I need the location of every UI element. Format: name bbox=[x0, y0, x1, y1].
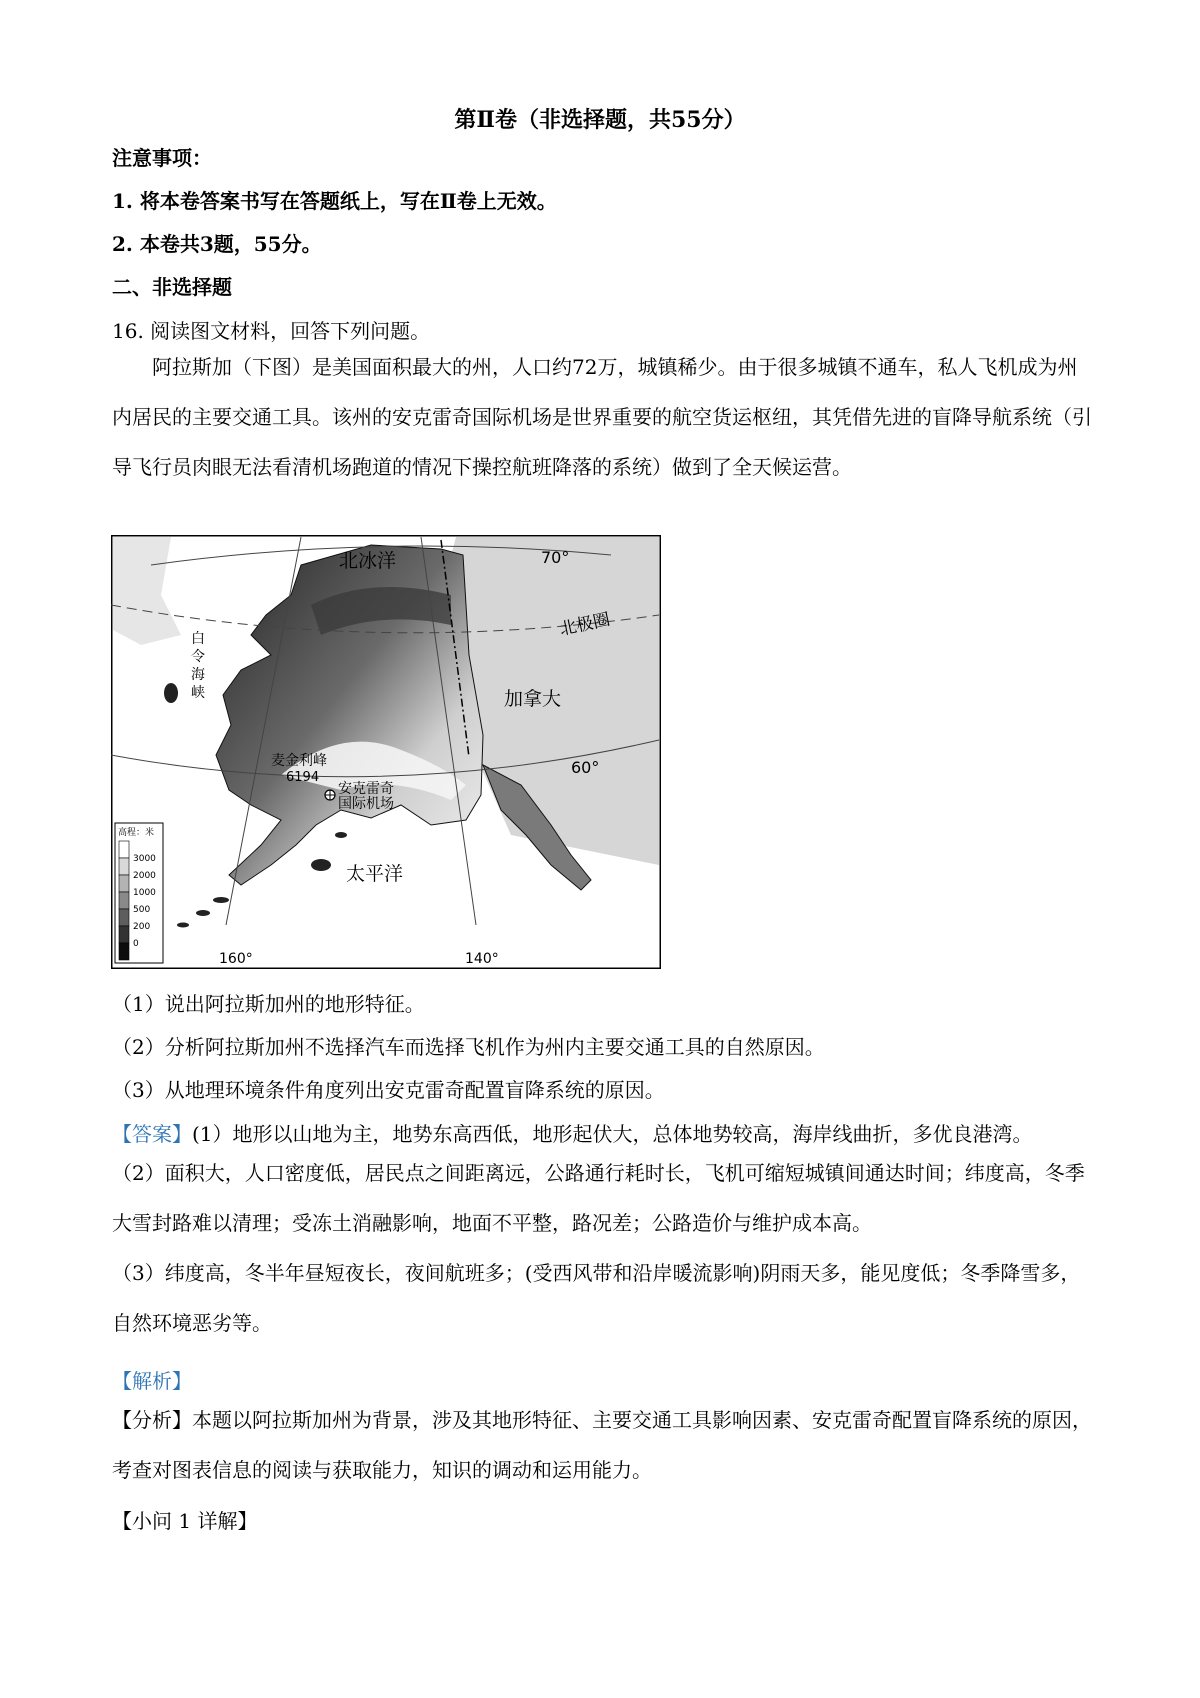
lon160-label: 160° bbox=[219, 951, 253, 967]
mckinley-label: 麦金利峰 bbox=[271, 753, 327, 769]
legend-swatch bbox=[119, 841, 129, 858]
answer-tag: 【答案】 bbox=[112, 1122, 192, 1146]
airport-label-2: 国际机场 bbox=[338, 796, 394, 812]
elevation-legend bbox=[115, 823, 163, 963]
lat60-label: 60° bbox=[571, 758, 600, 777]
legend-swatch bbox=[119, 926, 129, 943]
legend-swatch bbox=[119, 943, 129, 960]
mckinley-height: 6194 bbox=[286, 770, 320, 785]
lat70-label: 70° bbox=[541, 548, 570, 567]
legend-level-label: 500 bbox=[133, 905, 151, 915]
question-stem: 16. 阅读图文材料，回答下列问题。 bbox=[112, 319, 431, 343]
arctic-ocean-label: 北冰洋 bbox=[339, 550, 397, 572]
notice-item-1: 1. 将本卷答案书写在答题纸上，写在Ⅱ卷上无效。 bbox=[112, 189, 557, 213]
legend-level-label: 1000 bbox=[133, 888, 156, 898]
answer-3: （3）纬度高，冬半年昼短夜长，夜间航班多；(受西风带和沿岸暖流影响)阴雨天多，能见度低；冬季降雪多，自然环境恶劣等。 bbox=[112, 1261, 1081, 1335]
svg-text:白: 白 bbox=[191, 631, 205, 647]
notice-item-2: 2. 本卷共3题，55分。 bbox=[112, 232, 322, 256]
pacific-label: 太平洋 bbox=[346, 863, 404, 885]
canada-label: 加拿大 bbox=[504, 688, 562, 710]
legend-swatch bbox=[119, 858, 129, 875]
analysis-tag: 【解析】 bbox=[112, 1369, 192, 1393]
svg-text:令: 令 bbox=[191, 649, 205, 665]
answer-2: （2）面积大，人口密度低，居民点之间距离远，公路通行耗时长，飞机可缩短城镇间通达时间；纬度高，冬季大雪封路难以清理；受冻土消融影响，地面不平整，路况差；公路造价与维护成本高。 bbox=[112, 1161, 1085, 1235]
svg-text:峡: 峡 bbox=[191, 685, 205, 701]
legend-title: 高程：米 bbox=[118, 828, 155, 838]
answer-1: 【答案】(1）地形以山地为主，地势东高西低，地形起伏大，总体地势较高，海岸线曲折，多优良港湾。 bbox=[112, 1122, 1033, 1146]
section-title: 第Ⅱ卷（非选择题，共55分） bbox=[454, 107, 746, 133]
sub1-detail-heading: 【小问 1 详解】 bbox=[112, 1509, 258, 1533]
arctic-circle-label: 北极圈 bbox=[557, 609, 612, 640]
notice-heading: 注意事项： bbox=[112, 146, 212, 170]
legend-level-label: 0 bbox=[133, 939, 139, 949]
legend-level-label: 200 bbox=[133, 922, 151, 932]
svg-text:海: 海 bbox=[191, 667, 205, 683]
analysis-text: 【分析】本题以阿拉斯加州为背景，涉及其地形特征、主要交通工具影响因素、安克雷奇配置盲降系统的原因，考查对图表信息的阅读与获取能力，知识的调动和运用能力。 bbox=[112, 1408, 1092, 1482]
alaska-map bbox=[111, 535, 661, 969]
section-heading: 二、非选择题 bbox=[112, 275, 232, 299]
legend-swatch bbox=[119, 892, 129, 909]
airport-icon bbox=[325, 790, 335, 800]
airport-label-1: 安克雷奇 bbox=[338, 781, 394, 797]
lon140-label: 140° bbox=[465, 951, 499, 967]
sub-question-3: （3）从地理环境条件角度列出安克雷奇配置盲降系统的原因。 bbox=[112, 1078, 665, 1102]
question-material: 阿拉斯加（下图）是美国面积最大的州，人口约72万，城镇稀少。由于很多城镇不通车，私人飞机成为州内居民的主要交通工具。该州的安克雷奇国际机场是世界重要的航空货运枢纽，其凭借先进的盲降导航系统（引导飞行员肉眼无法看清机场跑道的情况下操控航班降落的系统）做到了全天候运营。 bbox=[112, 355, 1092, 479]
legend-swatch bbox=[119, 875, 129, 892]
sub-question-1: （1）说出阿拉斯加州的地形特征。 bbox=[112, 992, 425, 1016]
sub-question-2: （2）分析阿拉斯加州不选择汽车而选择飞机作为州内主要交通工具的自然原因。 bbox=[112, 1035, 825, 1059]
legend-swatch bbox=[119, 909, 129, 926]
legend-level-label: 2000 bbox=[133, 871, 156, 881]
legend-level-label: 3000 bbox=[133, 854, 156, 864]
